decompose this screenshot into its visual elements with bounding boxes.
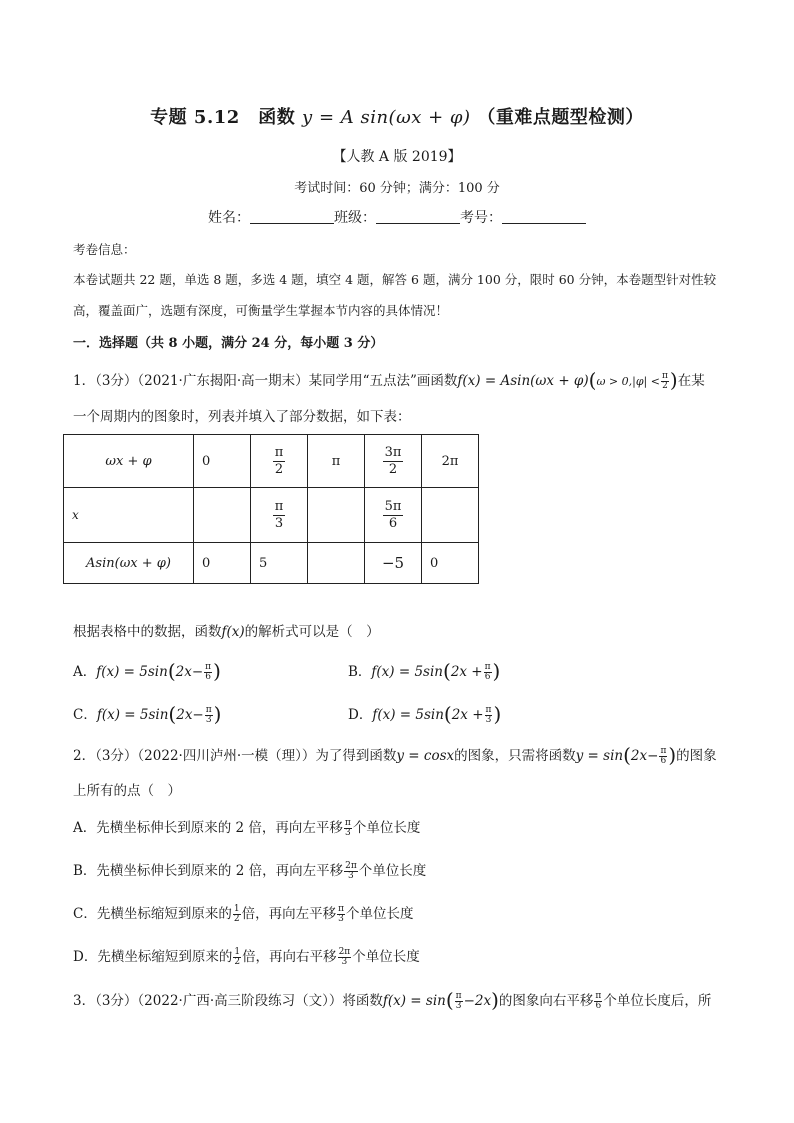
option-text: D．先横坐标缩短到原来的 [73,949,233,965]
q2-stem: 2．（3分）（2022·四川泸州·一模（理））为了得到函数y = cosx的图象，只需将函数y = sin(2x− $\frac{\pi}{6}$ )的图象 [73,743,717,767]
page-title [0,103,794,129]
q3-stem-b: 的图象向右平移 [498,993,594,1009]
table-cell: ωx + φ [64,435,194,488]
table-cell: $\frac{5\pi}{6}$ [365,488,422,543]
option-inner: 2x− [176,707,204,723]
q2-stem-c: 的图象 [676,748,717,764]
q2-fx1: y = cosx [396,748,455,764]
q1-ask-fx: f(x) [221,624,245,640]
option-frac: $\frac{\pi}{6}$ [205,662,212,682]
option-text: A．先横坐标伸长到原来的 2 倍，再向左平移 [73,820,343,836]
table-cell: $\frac{3\pi}{2}$ [365,435,422,488]
q3-inner: −2x [463,993,492,1009]
option-expr: f(x) = 5sin [96,664,168,680]
title-prefix: 专题 5.12 函数 [150,107,296,128]
q3-stem-a: 3．（3分）（2022·广西·高三阶段练习（文））将函数 [73,993,383,1009]
option-text: 个单位长度 [352,820,421,836]
table-cell: 5 [251,543,308,584]
table-cell [194,488,251,543]
q1-option-a[interactable]: A．f(x) = 5sin(2x− $\frac{\pi}{6}$ ) [73,659,221,683]
table-row [64,488,479,543]
q1-stem-c: 一个周期内的图象时，列表并填入了部分数据，如下表： [73,409,411,425]
info-heading: 考卷信息： [73,242,136,257]
q1-stem: 1．（3分）（2021·广东揭阳·高一期末）某同学用“五点法”画函数f(x) = Asin(ωx + φ)(ω > 0,|φ| < $\frac{\pi}{2}$ )在某 [73,368,705,392]
q2-option-d[interactable] [73,947,728,967]
id-line [0,207,794,227]
q1-ask-a: 根据表格中的数据，函数 [73,624,222,640]
q2-option-b[interactable] [73,861,728,881]
option-text: 倍，再向右平移 [242,949,337,965]
q1-stem-b: 在某 [677,373,705,389]
option-label: C． [73,707,97,723]
table-cell: 2π [422,435,479,488]
option-frac: $\frac{2\pi}{3}$ [338,947,351,967]
option-frac: $\frac{1}{2}$ [233,904,240,924]
option-text: 倍，再向左平移 [241,906,337,922]
number-label: 考号： [460,210,502,226]
option-frac: $\frac{\pi}{3}$ [205,705,212,725]
option-text: 个单位长度 [358,863,427,879]
option-frac: $\frac{2\pi}{3}$ [345,861,357,881]
option-inner: 2x + [451,707,484,723]
q2-fx2: y = sin [575,748,624,764]
class-blank[interactable] [376,209,460,224]
option-text: 个单位长度 [352,949,420,965]
option-expr: f(x) = 5sin [371,664,443,680]
table-cell [422,488,479,543]
table-cell: $\frac{\pi}{2}$ [251,435,308,488]
table-cell: x [64,488,194,543]
number-blank[interactable] [502,209,586,224]
q2-frac: $\frac{\pi}{6}$ [660,746,667,766]
table-row [64,543,479,584]
option-frac: $\frac{1}{2}$ [234,947,241,967]
option-label: B． [348,664,372,680]
option-frac: $\frac{\pi}{3}$ [485,705,492,725]
q3-frac1: $\frac{\pi}{3}$ [455,991,462,1011]
q3-frac2: $\frac{\pi}{6}$ [595,991,602,1011]
title-formula: y = A sin(ωx + φ) [302,107,471,128]
option-frac: $\frac{\pi}{6}$ [484,662,491,682]
option-frac: $\frac{\pi}{3}$ [338,904,344,924]
q1-table [63,434,479,584]
q2-inner: 2x− [630,748,659,764]
q2-stem-b: 的图象，只需将函数 [454,748,576,764]
option-text: 个单位长度 [346,906,414,922]
title-suffix: （重难点题型检测） [477,107,644,128]
table-cell: Asin(ωx + φ) [64,543,194,584]
option-text: C．先横坐标缩短到原来的 [73,906,232,922]
q2-stem-d: 上所有的点（ ） [73,783,181,799]
edition: 【人教 A 版 2019】 [332,149,462,165]
table-cell: −5 [365,543,422,584]
option-inner: 2x + [450,664,483,680]
q1-cond-frac: $\frac{\pi}{2}$ [661,371,668,391]
section-heading: 一．选择题（共 8 小题，满分 24 分，每小题 3 分） [73,336,384,351]
q1-cond: ω > 0,|φ| < [596,375,660,388]
table-cell: 0 [194,543,251,584]
q1-option-c[interactable]: C．f(x) = 5sin(2x− $\frac{\pi}{3}$ ) [73,702,222,726]
q3-stem: 3．（3分）（2022·广西·高三阶段练习（文））将函数f(x) = sin( $\frac{\pi}{3}$ −2x)的图象向右平移 $\frac{\pi}{6}$ 个单位长度后，所 [73,988,712,1012]
option-label: D． [348,707,373,723]
q1-stem-a: 1．（3分）（2021·广东揭阳·高一期末）某同学用“五点法”画函数 [73,373,458,389]
name-blank[interactable] [250,209,334,224]
name-label: 姓名： [208,210,250,226]
option-inner: 2x− [175,664,204,680]
option-text: B．先横坐标伸长到原来的 2 倍，再向左平移 [73,863,344,879]
table-cell: $\frac{\pi}{3}$ [251,488,308,543]
q3-fx: f(x) = sin [382,993,446,1009]
table-cell: 0 [422,543,479,584]
table-cell: 0 [194,435,251,488]
q1-fx: f(x) = Asin(ωx + φ) [457,373,589,389]
option-label: A． [73,664,97,680]
table-cell [308,543,365,584]
q2-option-a[interactable] [73,818,728,838]
q2-option-c[interactable] [73,904,728,924]
q1-ask-b: 的解析式可以是（ ） [244,624,380,640]
q2-stem-a: 2．（3分）（2022·四川泸州·一模（理））为了得到函数 [73,748,397,764]
info-line-2: 高，覆盖面广，选题有深度，可衡量学生掌握本节内容的具体情况！ [73,303,449,318]
option-expr: f(x) = 5sin [372,707,444,723]
q1-option-d[interactable]: D．f(x) = 5sin(2x + $\frac{\pi}{3}$ ) [348,702,502,726]
table-row [64,435,479,488]
exam-info: 考试时间：60 分钟；满分：100 分 [294,181,500,196]
class-label: 班级： [334,210,376,226]
q1-ask [73,622,728,642]
table-cell [308,488,365,543]
option-expr: f(x) = 5sin [96,707,169,723]
option-frac: $\frac{\pi}{3}$ [344,818,351,838]
q1-option-b[interactable]: B．f(x) = 5sin(2x + $\frac{\pi}{6}$ ) [348,659,501,683]
q3-stem-c: 个单位长度后，所 [603,993,712,1009]
info-line-1: 本卷试题共 22 题，单选 8 题，多选 4 题，填空 4 题，解答 6 题，满分 100 分，限时 60 分钟，本卷题型针对性较 [73,272,717,287]
table-cell: π [308,435,365,488]
